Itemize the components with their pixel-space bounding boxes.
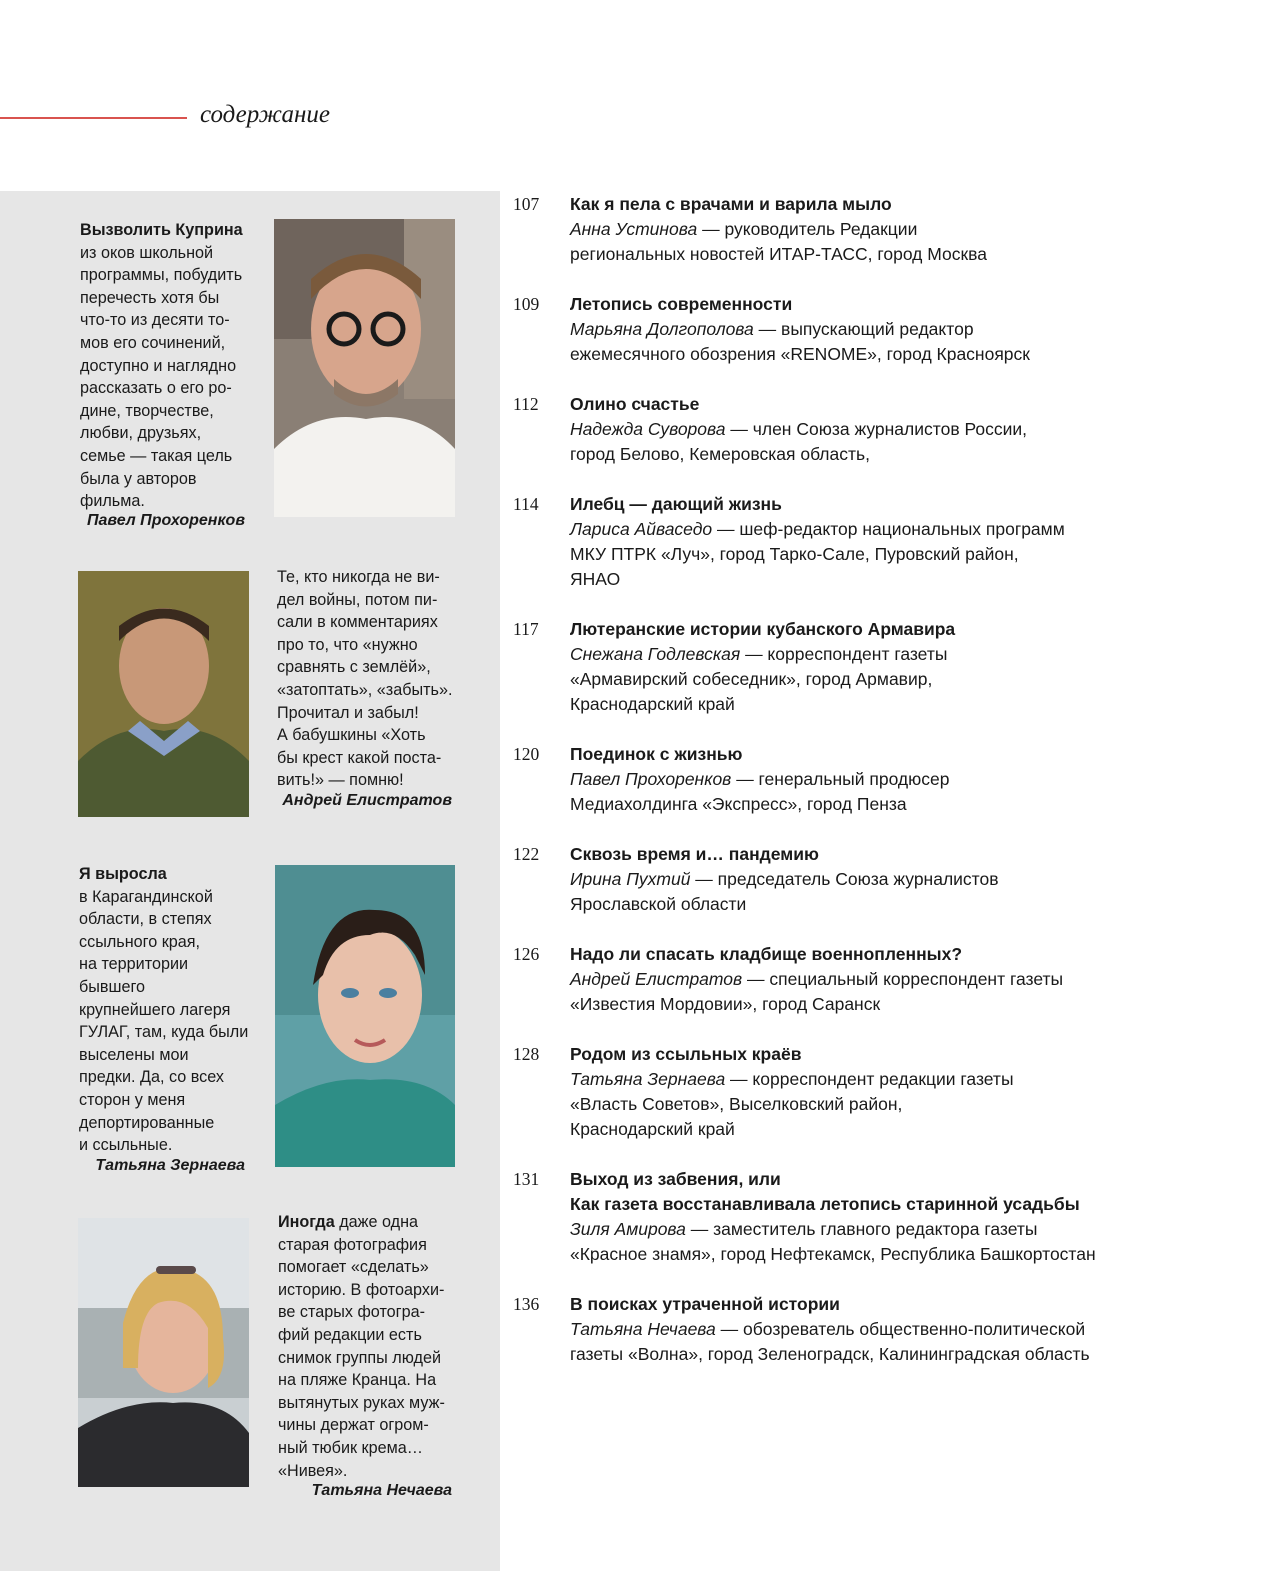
quote-signature-2: Андрей Елистратов — [282, 792, 452, 809]
toc-author: Зиля Амирова — [570, 1219, 686, 1239]
toc-desc-line: — корреспондент газеты — [740, 644, 948, 664]
toc-desc-line: — обозреватель общественно-политической — [715, 1319, 1086, 1339]
toc-entry[interactable] — [513, 292, 1253, 367]
toc-desc-line: МКУ ПТРК «Луч», город Тарко-Сале, Пуровский район, — [570, 544, 1019, 564]
quote-line: дел войны, потом пи- — [277, 590, 438, 609]
toc-author: Снежана Годлевская — [570, 644, 741, 664]
quote-line: на пляже Кранца. На — [278, 1371, 437, 1390]
toc-desc-line: — шеф-редактор национальных программ — [712, 519, 1065, 539]
toc-title: Лютеранские истории кубанского Армавира — [570, 619, 956, 639]
quote-line: на территории — [79, 955, 189, 974]
toc-desc-line: — заместитель главного редактора газеты — [685, 1219, 1038, 1239]
toc-desc-line: «Красное знамя», город Нефтекамск, Республика Башкортостан — [570, 1244, 1096, 1264]
quote-line: предки. Да, со всех — [79, 1068, 224, 1087]
toc-title: Как я пела с врачами и варила мыло — [570, 194, 892, 214]
header-accent-rule — [0, 117, 187, 119]
quote-line: из оков школьной — [80, 243, 214, 262]
quote-block-4 — [278, 1211, 483, 1482]
toc-desc-line: — председатель Союза журналистов — [690, 869, 999, 889]
toc-entry[interactable] — [513, 742, 1253, 817]
quote-line: старая фотография — [278, 1235, 427, 1254]
toc-entry[interactable] — [513, 942, 1253, 1017]
photo-tatyana-nechaeva — [78, 1218, 249, 1487]
toc-author: Надежда Суворова — [570, 419, 726, 439]
toc-desc-line: — корреспондент редакции газеты — [725, 1069, 1014, 1089]
quote-lead: Я выросла — [79, 865, 167, 883]
toc-title: Надо ли спасать кладбище военнопленных? — [570, 944, 963, 964]
photo-andrey-elistratov — [78, 571, 249, 817]
toc-desc-line: Ярославской области — [570, 894, 747, 914]
quote-line: даже одна — [334, 1213, 419, 1231]
toc-entry[interactable] — [513, 192, 1253, 267]
toc-entry[interactable] — [513, 1167, 1253, 1267]
quote-line: семье — такая цель — [80, 446, 233, 465]
toc-page-number: 136 — [513, 1294, 540, 1314]
section-title: содержание — [200, 101, 330, 128]
toc-author: Андрей Елистратов — [570, 969, 743, 989]
quote-line: сравнять с землёй», — [277, 658, 431, 677]
quote-signature-4: Татьяна Нечаева — [311, 1482, 452, 1499]
quote-line: выселены мои — [79, 1045, 189, 1064]
quote-line: и ссыльные. — [79, 1136, 173, 1155]
toc-title: Выход из забвения, или — [570, 1169, 781, 1189]
toc-entry[interactable] — [513, 617, 1253, 717]
toc-desc-line: — выпускающий редактор — [753, 319, 974, 339]
quote-signature-1: Павел Прохоренков — [87, 512, 245, 529]
quote-line: что-то из десяти то- — [80, 311, 230, 330]
toc-desc-line: Краснодарский край — [570, 1119, 735, 1139]
quote-line: рассказать о его ро- — [80, 379, 232, 398]
quote-lines — [80, 242, 260, 513]
toc-author: Анна Устинова — [570, 219, 698, 239]
toc-desc-line: «Власть Советов», Выселковский район, — [570, 1094, 903, 1114]
quote-line: ГУЛАГ, там, куда были — [79, 1023, 249, 1042]
quote-line: Те, кто никогда не ви- — [277, 568, 440, 586]
quote-line: историю. В фотоархи- — [278, 1280, 445, 1299]
quote-line: снимок группы людей — [278, 1348, 441, 1367]
toc-title-continued: Как газета восстанавливала летопись старинной усадьбы — [570, 1194, 1080, 1214]
quote-block-2 — [277, 566, 487, 792]
toc-desc-line: ежемесячного обозрения «RENOME», город Красноярск — [570, 344, 1030, 364]
toc-page-number: 117 — [513, 619, 539, 639]
toc-page-number: 126 — [513, 944, 540, 964]
quote-line: Прочитал и забыл! — [277, 703, 419, 722]
toc-page-number: 131 — [513, 1169, 540, 1189]
toc-title: Поединок с жизнью — [570, 744, 743, 764]
quote-line: ссыльного края, — [79, 932, 201, 951]
toc-desc-line: Краснодарский край — [570, 694, 735, 714]
toc-page-number: 107 — [513, 194, 540, 214]
toc-author: Татьяна Нечаева — [570, 1319, 716, 1339]
quote-block-3 — [79, 863, 269, 1157]
quote-line: ве старых фотогра- — [278, 1303, 425, 1322]
quote-line: сторон у меня — [79, 1090, 186, 1109]
quote-line: крупнейшего лагеря — [79, 1000, 231, 1019]
quote-line: вытянутых руках муж- — [278, 1393, 445, 1412]
quote-line: депортированные — [79, 1113, 215, 1132]
table-of-contents — [513, 192, 1253, 1392]
toc-desc-line: «Армавирский собеседник», город Армавир, — [570, 669, 933, 689]
quote-line: бы крест какой поста- — [277, 748, 442, 767]
toc-desc-line: — член Союза журналистов России, — [725, 419, 1028, 439]
quote-line: была у авторов — [80, 469, 197, 488]
quote-line: ный тюбик крема… — [278, 1438, 423, 1457]
quote-line: программы, побудить — [80, 266, 243, 285]
toc-author: Лариса Айваседо — [570, 519, 713, 539]
toc-desc-line: Медиахолдинга «Экспресс», город Пенза — [570, 794, 907, 814]
toc-page-number: 109 — [513, 294, 540, 314]
toc-desc-line: «Известия Мордовии», город Саранск — [570, 994, 881, 1014]
quote-line: доступно и наглядно — [80, 356, 237, 375]
quote-line: любви, друзьях, — [80, 424, 202, 443]
toc-page-number: 114 — [513, 494, 539, 514]
quote-first-line — [278, 1211, 483, 1234]
toc-title: Илебц — дающий жизнь — [570, 494, 782, 514]
quote-lead: Иногда — [278, 1213, 335, 1231]
toc-desc-line: — генеральный продюсер — [731, 769, 950, 789]
quote-block-1 — [80, 219, 260, 513]
toc-author: Марьяна Долгополова — [570, 319, 754, 339]
toc-entry[interactable] — [513, 1042, 1253, 1142]
toc-entry[interactable] — [513, 842, 1253, 917]
toc-entry[interactable] — [513, 392, 1253, 467]
toc-desc-line: — специальный корреспондент газеты — [742, 969, 1064, 989]
toc-entry[interactable] — [513, 492, 1253, 592]
toc-title: Родом из ссыльных краёв — [570, 1044, 802, 1064]
toc-page-number: 120 — [513, 744, 540, 764]
photo-tatyana-zernaeva — [275, 865, 455, 1167]
toc-page-number: 128 — [513, 1044, 540, 1064]
quote-line: области, в степях — [79, 910, 212, 929]
quote-line: вить!» — помню! — [277, 771, 404, 790]
toc-desc-line: — руководитель Редакции — [697, 219, 918, 239]
quote-line: фий редакции есть — [278, 1325, 422, 1344]
toc-desc-line: город Белово, Кемеровская область, — [570, 444, 870, 464]
toc-title: Сквозь время и… пандемию — [570, 844, 819, 864]
quote-signature-3: Татьяна Зернаева — [95, 1157, 245, 1174]
quote-line: «Нивея». — [278, 1461, 348, 1480]
quote-line: «затоптать», «забыть». — [277, 680, 453, 699]
quote-line: сали в комментариях — [277, 613, 438, 632]
toc-desc-line: газеты «Волна», город Зеленоградск, Калининградская область — [570, 1344, 1090, 1364]
toc-desc-line: ЯНАО — [570, 569, 621, 589]
quote-line: бывшего — [79, 977, 146, 996]
toc-title: В поисках утраченной истории — [570, 1294, 840, 1314]
toc-entry[interactable] — [513, 1292, 1253, 1367]
quote-line: А бабушкины «Хоть — [277, 726, 426, 745]
toc-author: Ирина Пухтий — [570, 869, 691, 889]
quote-line: про то, что «нужно — [277, 635, 418, 654]
toc-desc-line: региональных новостей ИТАР-ТАСС, город Москва — [570, 244, 987, 264]
toc-author: Татьяна Зернаева — [570, 1069, 726, 1089]
quote-line: помогает «сделать» — [278, 1258, 429, 1277]
quote-line: чины держат огром- — [278, 1416, 429, 1435]
toc-author: Павел Прохоренков — [570, 769, 732, 789]
quote-lead: Вызволить Куприна — [80, 221, 243, 239]
quote-line: дине, творчестве, — [80, 401, 214, 420]
photo-pavel-prokhorenkov — [274, 219, 455, 517]
toc-page-number: 112 — [513, 394, 539, 414]
toc-title: Летопись современности — [570, 294, 793, 314]
toc-title: Олино счастье — [570, 394, 700, 414]
toc-page-number: 122 — [513, 844, 540, 864]
quote-line: в Карагандинской — [79, 887, 213, 906]
quote-line: перечесть хотя бы — [80, 288, 220, 307]
quote-line: фильма. — [80, 492, 145, 511]
quote-line: мов его сочинений, — [80, 333, 226, 352]
